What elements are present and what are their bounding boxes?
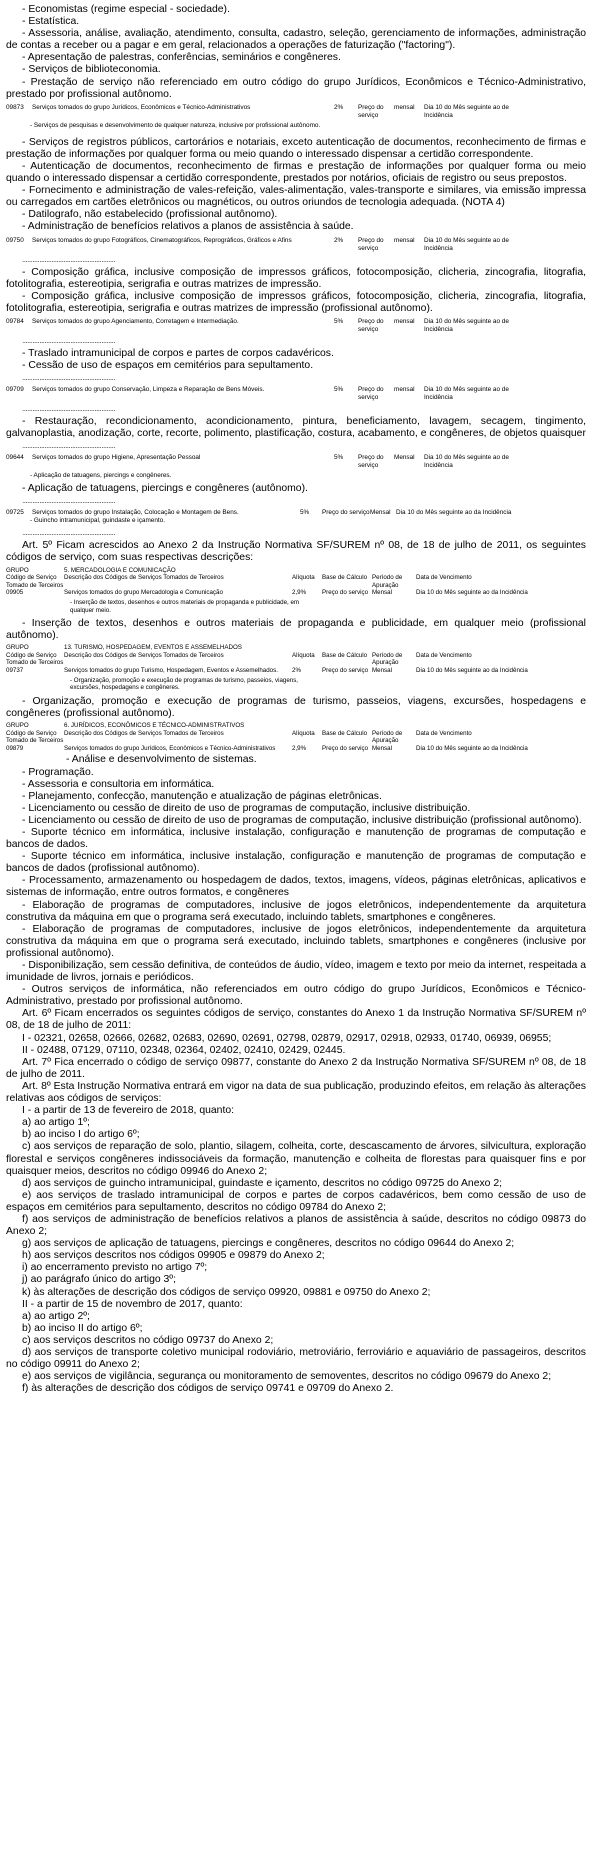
table-header-grupo: GRUPO xyxy=(6,566,29,574)
list-item: - Composição gráfica, inclusive composição de impressos gráficos, fotocomposição, clicheria, zincografia, litografia, fotolitografia, estereotipia, serigrafia e outras matrizes de impressão. xyxy=(6,266,586,290)
list-item: - Economistas (regime especial - sociedade). xyxy=(22,4,230,15)
service-due-date: Dia 10 do Mês seguinte ao da Incidência xyxy=(416,744,528,752)
article-8: Art. 8º Esta Instrução Normativa entrará em vigor na data de sua publicação, produzindo efeitos, em relação às alterações relativas aos códigos de serviços: xyxy=(6,1080,586,1105)
service-due-date: Dia 10 do Mês seguinte ao da Incidência xyxy=(396,509,512,517)
service-rate: 2,9% xyxy=(292,589,307,597)
article-8-item: b) ao inciso I do artigo 6º; xyxy=(22,1129,140,1141)
table-header-vencimento: Data de Vencimento xyxy=(416,651,472,659)
service-description: Serviços tomados do grupo Instalação, Colocação e Montagem de Bens. xyxy=(32,509,239,517)
article-8-item: II - a partir de 15 de novembro de 2017, quanto: xyxy=(22,1298,243,1310)
list-item: - Suporte técnico em informática, inclusive instalação, configuração e manutenção de programas de computação e bancos de dados. xyxy=(6,826,586,851)
article-8-item: a) ao artigo 1º; xyxy=(22,1117,90,1129)
service-code: 09750 xyxy=(6,236,24,244)
service-period: mensal xyxy=(394,103,415,111)
service-code: 09709 xyxy=(6,386,24,394)
table-header-codigo: Código de Serviço Tomado de Terceiros xyxy=(6,574,64,589)
article-8-item: d) aos serviços de transporte coletivo municipal rodoviário, metroviário, ferroviário e aquaviário de passageiros, descritos no código 09911 do Anexo 2; xyxy=(6,1347,586,1371)
table-header-codigo: Código de Serviço Tomado de Terceiros xyxy=(6,651,64,667)
service-rate: 5% xyxy=(334,454,344,462)
article-6-item-ii: II - 02488, 07129, 07110, 02348, 02364, 02402, 02410, 02429, 02445. xyxy=(22,1044,346,1056)
article-5: Art. 5º Ficam acrescidos ao Anexo 2 da Instrução Normativa SF/SUREM nº 08, de 18 de julho de 2011, os seguintes códigos de serviço, com suas respectivas descrições: xyxy=(6,540,586,564)
service-description: Serviços tomados do grupo Conservação, Limpeza e Reparação de Bens Móveis. xyxy=(32,386,265,394)
service-rate: 2,9% xyxy=(292,744,307,752)
service-due-date: Dia 10 do Mês seguinte ao de Incidência xyxy=(424,386,509,402)
list-item: - Programação. xyxy=(22,766,94,778)
table-header-periodo: Período de Apuração xyxy=(372,729,403,745)
list-item: - Assessoria e consultoria em informática. xyxy=(22,778,215,790)
table-header-vencimento: Data de Vencimento xyxy=(416,574,472,582)
list-item: - Fornecimento e administração de vales-refeição, vales-alimentação, vales-transporte e similares, via emissão impressa ou carregados em cartões eletrônicos ou magnéticos, ou outros oriundos de tecnologia adequada. (NOTA 4) xyxy=(6,185,586,209)
list-item: - Inserção de textos, desenhos e outros materiais de propaganda e publicidade, em qualquer meio (profissional autônomo). xyxy=(6,618,586,642)
table-header-aliquota: Alíquota xyxy=(292,651,315,659)
service-base: Preço do serviço xyxy=(358,454,384,470)
list-item: - Datilografo, não estabelecido (profissional autônomo). xyxy=(22,209,278,221)
service-description: Serviços tomados do grupo Higiene, Apresentação Pessoal xyxy=(32,454,201,462)
article-8-item: e) aos serviços de traslado intramunicipal de corpos e partes de corpos cadavéricos, bem como cessão de uso de espaços em cemitérios para sepultamento, descritos no código 09784 do Anexo 2; xyxy=(6,1189,586,1213)
service-base: Preço do serviço xyxy=(322,744,369,752)
list-item: - Serviços de biblioteconomia. xyxy=(22,64,161,76)
list-item: - Restauração, recondicionamento, acondicionamento, pintura, beneficiamento, lavagem, secagem, tingimento, galvanoplastia, anodização, corte, recorte, polimento, plastificação, costura, acabamento, e congêneres, de objetos quaisquer xyxy=(6,416,586,440)
list-item: - Assessoria, análise, avaliação, atendimento, consulta, cadastro, seleção, gerenciamento de informações, administração de contas a receber ou a pagar e em geral, relacionados a operações de faturização ("factoring"). xyxy=(6,28,586,52)
service-description: Serviços tomados do grupo Agenciamento, Corretagem e Intermediação. xyxy=(32,317,239,325)
article-8-item: c) aos serviços descritos no código 09737 do Anexo 2; xyxy=(22,1334,274,1346)
article-8-item: e) aos serviços de vigilância, segurança ou monitoramento de semoventes, descritos no código 09679 do Anexo 2; xyxy=(22,1371,552,1383)
list-item: - Traslado intramunicipal de corpos e partes de corpos cadavéricos. xyxy=(22,347,334,359)
list-item: - Análise e desenvolvimento de sistemas. xyxy=(66,754,257,766)
table-header-base: Base de Cálculo xyxy=(322,574,368,582)
article-8-item: j) ao parágrafo único do artigo 3º; xyxy=(22,1274,176,1286)
table-header-aliquota: Alíquota xyxy=(292,729,315,737)
service-period: Mensal xyxy=(372,744,392,752)
service-due-date: Dia 10 do Mês seguinte ao de Incidência xyxy=(424,454,509,470)
service-period: Mensal xyxy=(372,589,392,597)
article-8-item: h) aos serviços descritos nos códigos 09905 e 09879 do Anexo 2; xyxy=(22,1250,325,1262)
article-6-item-i: I - 02321, 02658, 02666, 02682, 02683, 02690, 02691, 02798, 02879, 02917, 02918, 02933, 01740, 06939, 06955; xyxy=(22,1032,552,1044)
service-due-date: Dia 10 do Mês seguinte ao de Incidência xyxy=(424,103,509,119)
article-7: Art. 7º Fica encerrado o código de serviço 09877, constante do Anexo 2 da Instrução Normativa SF/SUREM nº 08, de 18 de julho de 2011. xyxy=(6,1056,586,1080)
service-period: mensal xyxy=(394,386,415,394)
service-code: 09873 xyxy=(6,103,24,111)
list-item: - Organização, promoção e execução de programas de turismo, passeios, viagens, excursões, hospedagens e congêneres (profissional autônomo). xyxy=(6,695,586,719)
service-code-row xyxy=(6,454,586,470)
list-item: - Suporte técnico em informática, inclusive instalação, configuração e manutenção de programas de computação e bancos de dados (profissional autônomo). xyxy=(6,851,586,875)
article-8-item: i) ao encerramento previsto no artigo 7º; xyxy=(22,1262,208,1274)
article-8-item: k) às alterações de descrição dos códigos de serviço 09920, 09881 e 09750 do Anexo 2; xyxy=(22,1286,431,1298)
list-item: - Composição gráfica, inclusive composição de impressos gráficos, fotocomposição, clicheria, zincografia, litografia, fotolitografia, estereotipia, serigrafia e outras matrizes de impressão (profissional autônomo). xyxy=(6,290,586,314)
list-item: - Aplicação de tatuagens, piercings e congêneres (autônomo). xyxy=(22,483,308,495)
list-item: - Processamento, armazenamento ou hospedagem de dados, textos, imagens, vídeos, páginas eletrônicas, aplicativos e sistemas de informação, entre outros formatos, e congêneres xyxy=(6,875,586,899)
service-base: Preço do serviço xyxy=(322,667,369,675)
service-description: Serviços tomados do grupo Fotográficos, Cinematográficos, Reprográficos, Gráficos e Afins xyxy=(32,236,292,244)
article-8-item: b) ao inciso II do artigo 6º; xyxy=(22,1322,143,1334)
article-8-item: g) aos serviços de aplicação de tatuagens, piercings e congêneres, descritos no código 09644 do Anexo 2; xyxy=(22,1238,515,1250)
service-code: 09879 xyxy=(6,744,24,752)
service-period: mensal xyxy=(394,317,415,325)
list-item: - Planejamento, confecção, manutenção e atualização de páginas eletrônicas. xyxy=(22,790,382,802)
table-header-periodo: Período de Apuração xyxy=(372,574,403,589)
service-period: Mensal xyxy=(394,454,415,462)
service-subitem: - Serviços de pesquisas e desenvolvimento de qualquer natureza, inclusive por profissional autônomo. xyxy=(30,121,321,129)
article-8-item: c) aos serviços de reparação de solo, plantio, silagem, colheita, corte, descascamento de árvores, silvicultura, exploração florestal e serviços congêneres indissociáveis da formação, manutenção e colheita de florestas para quaisquer fins e por quaisquer meios, descritos no código 09946 do Anexo 2; xyxy=(6,1141,586,1177)
list-item: - Apresentação de palestras, conferências, seminários e congêneres. xyxy=(22,52,341,64)
table-header-grupo: GRUPO xyxy=(6,722,29,730)
service-rate: 2% xyxy=(334,103,344,111)
article-6: Art. 6º Ficam encerrados os seguintes códigos de serviço, constantes do Anexo 1 da Instrução Normativa SF/SUREM nº 08, de 18 de julho de 2011: xyxy=(6,1008,586,1032)
service-due-date: Dia 10 do Mês seguinte ao da Incidência xyxy=(416,589,528,597)
service-description: Serviços tomados do grupo Jurídicos, Econômicos e Técnico-Administrativos xyxy=(32,103,251,111)
service-rate: 2% xyxy=(292,667,301,675)
table-header-vencimento: Data de Vencimento xyxy=(416,729,472,737)
table-header-grupo: GRUPO xyxy=(6,644,29,652)
list-item: - Prestação de serviço não referenciado em outro código do grupo Jurídicos, Econômicos e Técnico-Administrativo, prestado por profissional autônomo. xyxy=(6,76,586,100)
service-rate: 5% xyxy=(334,317,344,325)
table-header-periodo: Período de Apuração xyxy=(372,651,403,667)
service-description: Serviços tomados do grupo Turismo, Hospedagem, Eventos e Assemelhados. xyxy=(64,667,278,675)
service-base: Preço do serviço xyxy=(358,386,384,402)
service-base: Preço do serviço xyxy=(358,236,384,252)
code-table-group5 xyxy=(6,567,586,597)
dots-separator: ...................................................... xyxy=(22,496,116,506)
list-item: - Elaboração de programas de computadores, inclusive de jogos eletrônicos, independentemente da arquitetura construtiva da máquina em que o programa será executado, incluindo tablets, smartphones e congêneres (inclusive por profissional autônomo). xyxy=(6,923,586,959)
group-name: 6. JURÍDICOS, ECONÔMICOS E TÉCNICO-ADMINISTRATIVOS xyxy=(64,722,245,730)
article-8-item: d) aos serviços de guincho intramunicipal, guindaste e içamento, descritos no código 09725 do Anexo 2; xyxy=(22,1177,502,1189)
list-item: - Licenciamento ou cessão de direito de uso de programas de computação, inclusive distribuição (profissional autônomo). xyxy=(22,814,582,826)
service-subitem: - Guincho intramunicipal, guindaste e içamento. xyxy=(30,517,165,525)
service-due-date: Dia 10 do Mês seguinte ao de Incidência xyxy=(424,236,509,252)
table-header-descricao: Descrição dos Códigos de Serviços Tomados de Terceiros xyxy=(64,574,224,582)
service-rate: 5% xyxy=(334,386,344,394)
article-8-item: I - a partir de 13 de fevereiro de 2018, quanto: xyxy=(22,1105,234,1117)
service-period: Mensal xyxy=(370,509,391,517)
list-item: - Elaboração de programas de computadores, inclusive de jogos eletrônicos, independentemente da arquitetura construtiva da máquina em que o programa será executado, incluindo tablets, smartphones e congêneres. xyxy=(6,899,586,923)
code-table-group13 xyxy=(6,644,586,674)
service-code-row xyxy=(6,386,586,402)
service-code: 09644 xyxy=(6,454,24,462)
table-header-descricao: Descrição dos Códigos de Serviços Tomados de Terceiros xyxy=(64,651,224,659)
list-item: - Autenticação de documentos, reconhecimento de firmas e prestação de informações por qualquer forma ou meio quando o interessado dispensar a certidão correspondente, prestados por notários, oficiais de registro ou seus prepostos. xyxy=(6,160,586,185)
code-table-group6 xyxy=(6,722,586,752)
article-8-item: f) às alterações de descrição dos códigos de serviço 09741 e 09709 do Anexo 2. xyxy=(22,1383,394,1395)
table-header-base: Base de Cálculo xyxy=(322,729,368,737)
service-base: Preço do serviço xyxy=(322,589,369,597)
list-item: - Outros serviços de informática, não referenciados em outro código do grupo Jurídicos, Econômicos e Técnico-Administrativo, prestado por profissional autônomo. xyxy=(6,984,586,1008)
service-code: 09725 xyxy=(6,509,24,517)
service-description: Serviços tomados do grupo Jurídicos, Econômicos e Técnico-Administrativos xyxy=(64,744,276,752)
service-due-date: Dia 10 do Mês seguinte ao da Incidência xyxy=(416,667,528,675)
service-code-row xyxy=(6,509,586,517)
service-code-row xyxy=(6,237,586,253)
list-item: - Licenciamento ou cessão de direito de uso de programas de computação, inclusive distribuição. xyxy=(22,802,471,814)
table-header-base: Base de Cálculo xyxy=(322,651,368,659)
service-base: Preço do serviço xyxy=(322,509,370,517)
service-subitem: - Organização, promoção e execução de programas de turismo, passeios, viagens, excursões, hospedagens e congêneres. xyxy=(70,676,299,692)
service-period: Mensal xyxy=(372,667,392,675)
table-header-aliquota: Alíquota xyxy=(292,574,315,582)
table-header-descricao: Descrição dos Códigos de Serviços Tomados de Terceiros xyxy=(64,729,224,737)
table-header-codigo: Código de Serviço Tomado de Terceiros xyxy=(6,729,64,745)
list-item: - Disponibilização, sem cessão definitiva, de conteúdos de áudio, vídeo, imagem e texto por meio da internet, respeitada a imunidade de livros, jornais e periódicos. xyxy=(6,960,586,984)
service-description: Serviços tomados do grupo Mercadologia e Comunicação xyxy=(64,589,223,597)
service-rate: 2% xyxy=(334,236,344,244)
dots-separator: ...................................................... xyxy=(22,404,116,414)
service-code: 09784 xyxy=(6,317,24,325)
list-item: - Cessão de uso de espaços em cemitérios para sepultamento. xyxy=(22,359,314,371)
service-code-row xyxy=(6,104,586,120)
article-8-item: a) ao artigo 2º; xyxy=(22,1310,90,1322)
service-code-row xyxy=(6,318,586,334)
service-code: 09737 xyxy=(6,667,24,675)
service-base: Preço do serviço xyxy=(358,103,384,119)
group-name: 5. MERCADOLOGIA E COMUNICAÇÃO xyxy=(64,566,176,574)
service-subitem: - Inserção de textos, desenhos e outros materiais de propaganda e publicidade, em qualquer meio. xyxy=(70,598,300,614)
article-8-item: f) aos serviços de administração de benefícios relativos a planos de assistência à saúde, descritos no código 09873 do Anexo 2; xyxy=(6,1213,586,1238)
service-period: mensal xyxy=(394,236,415,244)
service-rate: 5% xyxy=(300,509,310,517)
dots-separator: ...................................................... xyxy=(22,335,116,345)
service-subitem: - Aplicação de tatuagens, piercings e congêneres. xyxy=(30,472,172,480)
list-item: - Estatística. xyxy=(22,16,80,28)
service-due-date: Dia 10 do Mês seguinte ao de Incidência xyxy=(424,317,509,333)
dots-separator: ...................................................... xyxy=(22,441,116,451)
service-base: Preço do serviço xyxy=(358,317,384,333)
list-item: - Administração de benefícios relativos a planos de assistência à saúde. xyxy=(22,221,354,233)
list-item: - Serviços de registros públicos, cartorários e notariais, exceto autenticação de documentos, reconhecimento de firmas e prestação de informações por qualquer forma ou meio quando o interessado dispensar a certidão correspondente. xyxy=(6,136,586,160)
dots-separator: ...................................................... xyxy=(22,254,116,264)
dots-separator: ...................................................... xyxy=(22,528,116,538)
group-name: 13. TURISMO, HOSPEDAGEM, EVENTOS E ASSEMELHADOS xyxy=(64,644,242,652)
dots-separator: ...................................................... xyxy=(22,373,116,383)
service-code: 09905 xyxy=(6,589,24,597)
